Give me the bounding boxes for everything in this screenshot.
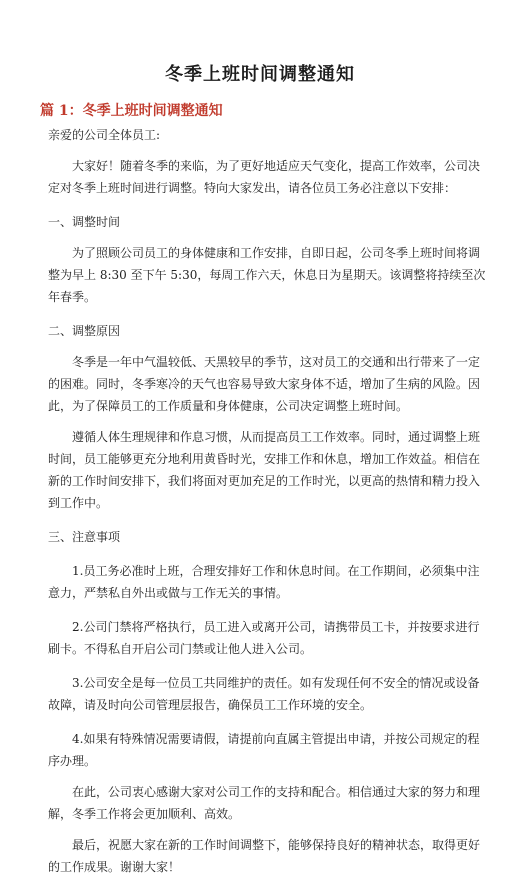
notes-item-3: 3.公司安全是每一位员工共同维护的责任。如有发现任何不安全的情况或设备故障，请及时向公司管理层报告，确保员工工作环境的安全。 (48, 676, 480, 712)
notes-item-1: 1.员工务必准时上班，合理安排好工作和休息时间。在工作期间，必须集中注意力，严禁私自外出或做与工作无关的事情。 (48, 564, 480, 600)
intro-paragraph: 大家好！随着冬季的来临，为了更好地适应天气变化，提高工作效率，公司决定对冬季上班时间进行调整。特向大家发出，请各位员工务必注意以下安排： (48, 159, 481, 195)
notes-item-4: 4.如果有特殊情况需要请假，请提前向直属主管提出申请，并按公司规定的程序办理。 (48, 732, 480, 768)
closing-paragraph-1: 在此，公司衷心感谢大家对公司工作的支持和配合。相信通过大家的努力和理解，冬季工作将会更加顺利、高效。 (48, 785, 481, 821)
section-reason-paragraph-1: 冬季是一年中气温较低、天黑较早的季节，这对员工的交通和出行带来了一定的困难。同时，冬季寒冷的天气也容易导致大家身体不适，增加了生病的风险。因此，为了保障员工的工作质量和身体健康，公司决定调整上班时间。 (48, 355, 481, 413)
section-heading-time: 一、调整时间 (48, 215, 121, 229)
closing-paragraph-2: 最后，祝愿大家在新的工作时间调整下，能够保持良好的精神状态，取得更好的工作成果。谢谢大家！ (48, 838, 481, 874)
document-subtitle: 篇 1：冬季上班时间调整通知 (40, 103, 223, 119)
section-reason-paragraph-2: 遵循人体生理规律和作息习惯，从而提高员工工作效率。同时，通过调整上班时间，员工能够更充分地利用黄昏时光，安排工作和休息，增加工作效益。相信在新的工作时间安排下，我们将面对更加充足的工作时光，以更高的热情和精力投入到工作中。 (48, 430, 481, 510)
document-title: 冬季上班时间调整通知 (165, 64, 355, 85)
section-time-paragraph: 为了照顾公司员工的身体健康和工作安排，自即日起，公司冬季上班时间将调整为早上 8:30 至下午 5:30，每周工作六天，休息日为星期天。该调整将持续至次年春季。 (48, 246, 486, 304)
salutation: 亲爱的公司全体员工: (48, 128, 161, 142)
section-heading-reason: 二、调整原因 (48, 324, 121, 338)
document-body (48, 124, 488, 878)
notes-item-2: 2.公司门禁将严格执行，员工进入或离开公司，请携带员工卡，并按要求进行刷卡。不得私自开启公司门禁或让他人进入公司。 (48, 620, 480, 656)
section-heading-notes: 三、注意事项 (48, 530, 121, 544)
